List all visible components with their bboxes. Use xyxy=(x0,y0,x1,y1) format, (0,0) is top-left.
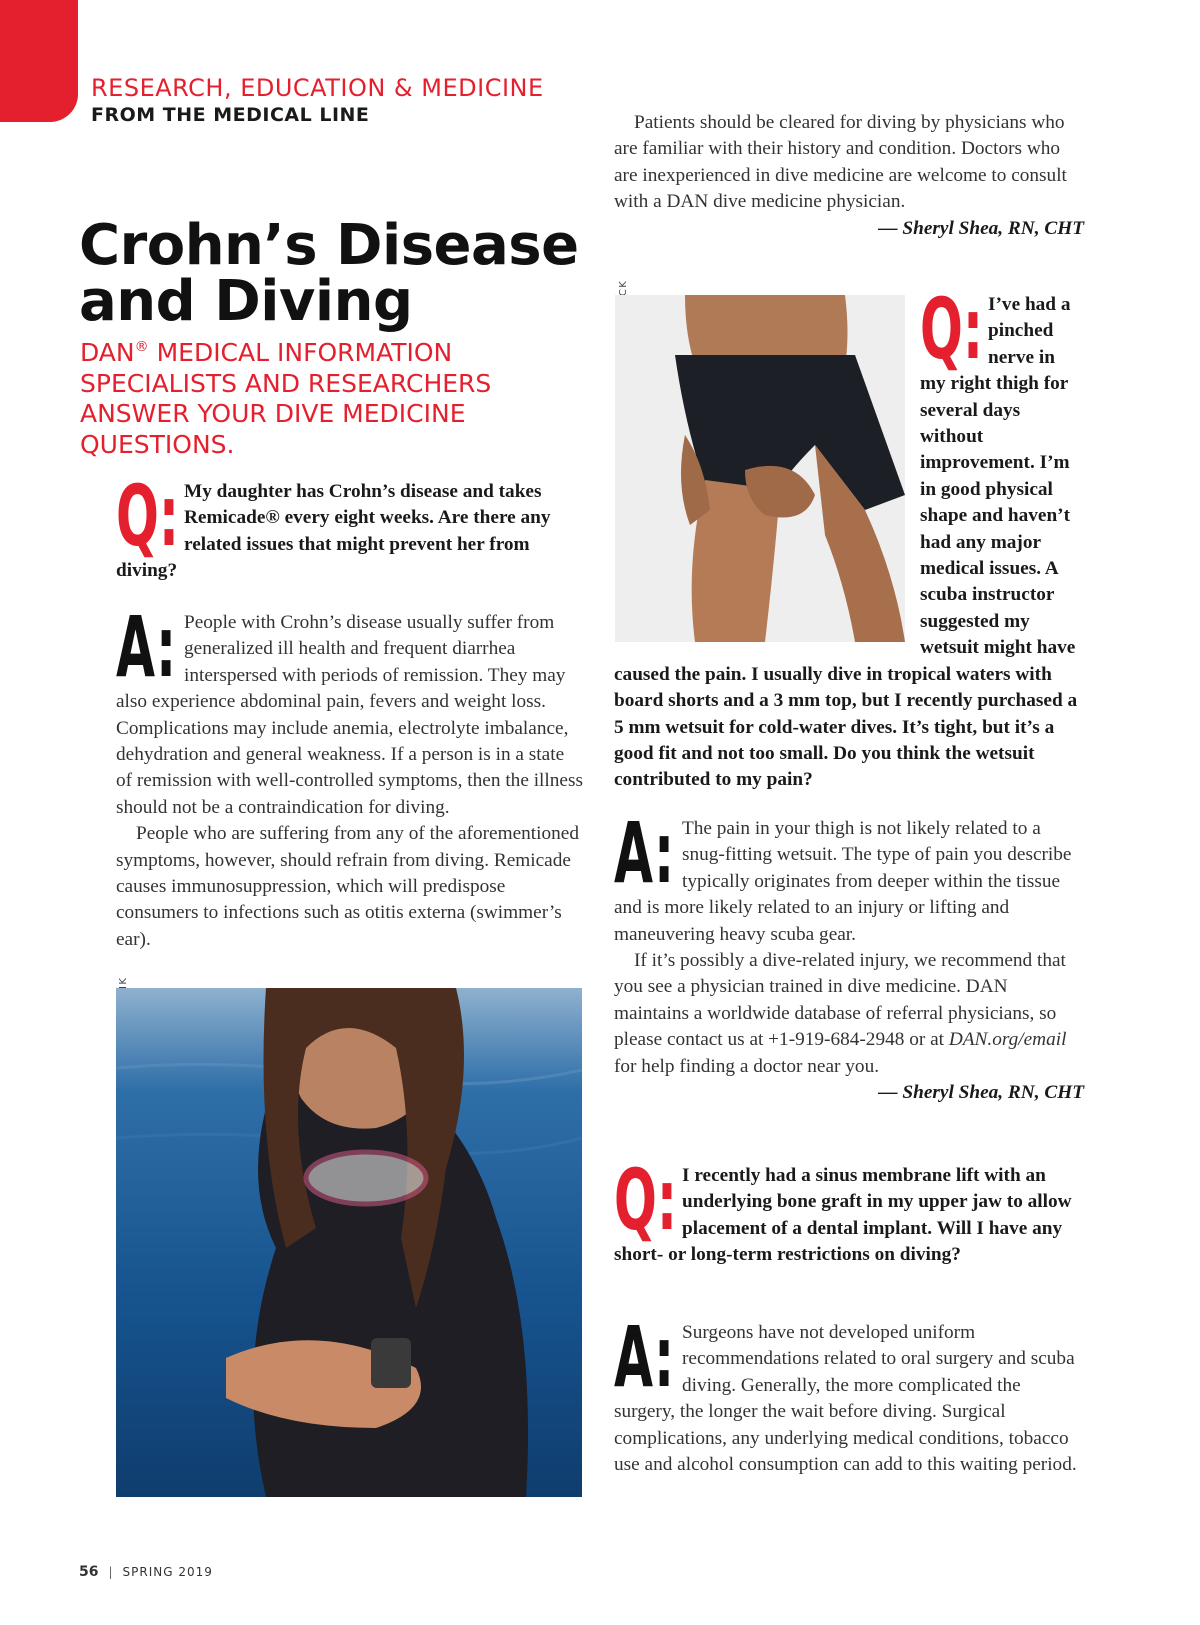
answer-mark-a1: A: xyxy=(116,598,177,696)
question-mark-q2: Q: xyxy=(920,280,983,378)
answer-mark-a3: A: xyxy=(614,1308,675,1406)
qa2-photo-wrap-spacer xyxy=(614,292,920,652)
qa1-answer-paragraph-2: People who are suffering from any of the aforementioned symptoms, however, should refrain from diving. Remicade causes immunosuppression, which will predispose consumers to infections such as otitis externa (swimmer’s ear). xyxy=(116,823,579,950)
deck-text: MEDICAL INFORMATION SPECIALISTS AND RESEARCHERS ANSWER YOUR DIVE MEDICINE QUESTIONS. xyxy=(80,338,492,459)
section-title: RESEARCH, EDUCATION & MEDICINE xyxy=(91,74,544,102)
answer-mark-a2: A: xyxy=(614,804,675,902)
qa2-signature: — Sheryl Shea, RN, CHT xyxy=(878,1082,1084,1104)
question-mark-q1: Q: xyxy=(116,467,179,565)
page-footer xyxy=(79,1564,213,1580)
corner-accent-tab xyxy=(0,0,78,122)
qa2-answer-text: If it’s possibly a dive-related injury, we recommend that you see a physician trained in dive medicine. DAN maintains a worldwide database of referral physicians, so please contact us at +1-919-684-2948 or at xyxy=(614,950,1066,1051)
page-number: 56 xyxy=(79,1564,99,1580)
qa3-answer-paragraph-1: Surgeons have not developed uniform recommendations related to oral surgery and scuba diving. Generally, the more complicated the surgery, the longer the wait before diving. Surgical complications, any underlying medical conditions, tobacco use and alcohol consumption can add to this waiting period. xyxy=(614,1322,1077,1476)
qa1-answer-paragraph-1: People with Crohn’s disease usually suffer from generalized ill health and frequent diarrhea interspersed with periods of remission. They may also experience abdominal pain, fevers and weight loss. Complications may include anemia, electrolyte imbalance, dehydration and general weakness. If a person is in a state of remission with well-controlled symptoms, then the illness should not be a contraindication for diving. xyxy=(116,612,583,818)
article-deck xyxy=(80,338,550,460)
article-title-line2: and Diving xyxy=(79,269,413,334)
footer-separator: | xyxy=(108,1565,113,1579)
qa2-answer-paragraph-2 xyxy=(614,948,1084,1080)
qa2-answer-paragraph-1: The pain in your thigh is not likely related to a snug-fitting wetsuit. The type of pain you describe typically originates from deeper within the tissue and is more likely related to an injury or lifting and maneuvering heavy scuba gear. xyxy=(614,818,1072,945)
diver-photo xyxy=(116,988,582,1497)
deck-registered-mark: ® xyxy=(134,339,149,355)
qa3-question xyxy=(614,1151,1078,1269)
qa1-answer-paragraph-3: Patients should be cleared for diving by physicians who are familiar with their history and condition. Doctors who are inexperienced in dive medicine are welcome to consult with a DAN dive medicine physician. xyxy=(614,112,1067,213)
qa2-answer-text-end: for help finding a doctor near you. xyxy=(614,1055,880,1077)
qa2-question xyxy=(614,280,1078,794)
qa1-signature: — Sheryl Shea, RN, CHT xyxy=(878,217,1084,239)
issue-label: SPRING 2019 xyxy=(122,1565,213,1579)
qa1-question xyxy=(116,467,576,585)
dan-email-link[interactable]: DAN.org/email xyxy=(948,1029,1067,1051)
qa2-question-text: I’ve had a pinched nerve in my right thigh for several days without improvement. I’m in good physical shape and haven’t had any major medical issues. A scuba instructor suggested my wetsuit might have caused the pain. I usually dive in tropical waters with board shorts and a 3 mm top, but I recently purchased a 5 mm wetsuit for cold-water dives. It’s tight, but it’s a good fit and not too small. Do you think the wetsuit contributed to my pain? xyxy=(614,294,1078,791)
qa1-answer xyxy=(116,598,584,953)
qa2-answer xyxy=(614,804,1084,1106)
article-title-line1: Crohn’s Disease xyxy=(79,213,579,278)
diver-illustration xyxy=(116,988,582,1497)
question-mark-q3: Q: xyxy=(614,1151,677,1249)
section-subtitle: FROM THE MEDICAL LINE xyxy=(91,104,370,126)
deck-brand: DAN xyxy=(80,338,135,367)
article-title xyxy=(79,213,579,334)
qa1-question-text: My daughter has Crohn’s disease and takes Remicade® every eight weeks. Are there any related issues that might prevent her from diving? xyxy=(116,481,551,582)
qa3-answer xyxy=(614,1308,1084,1478)
qa1-answer-continued xyxy=(614,110,1084,242)
qa3-question-text: I recently had a sinus membrane lift with an underlying bone graft in my upper jaw to allow placement of a dental implant. Will I have any short- or long-term restrictions on diving? xyxy=(614,1165,1072,1266)
